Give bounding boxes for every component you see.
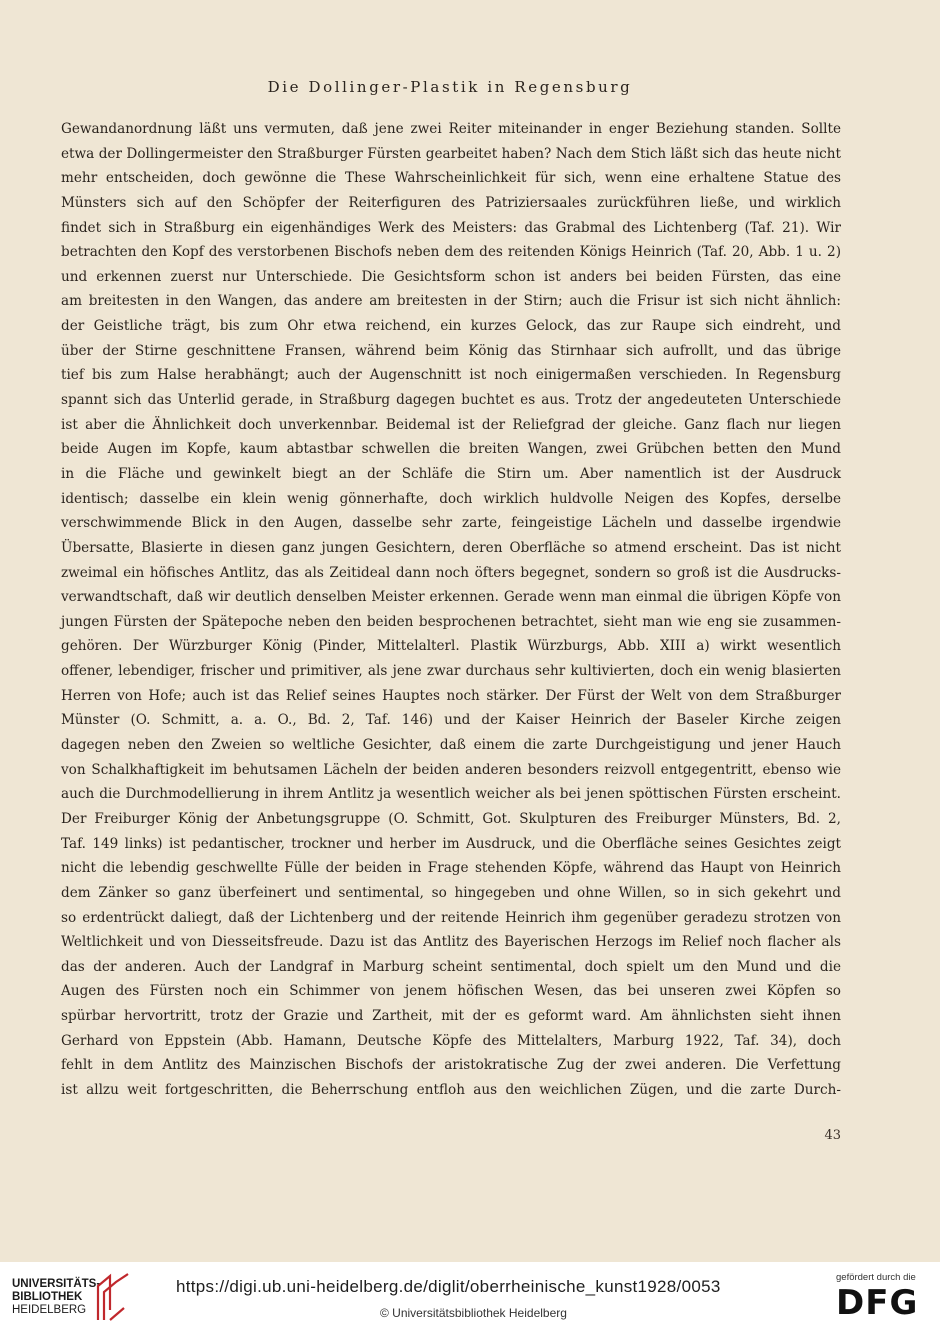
text-line: auch die Durchmodellierung in ihrem Antlitz ja wesentlich weicher als bei jenen spöttischen Fürsten erscheint. bbox=[61, 786, 841, 803]
dfg-caption: gefördert durch die bbox=[836, 1272, 916, 1283]
text-line: spannt sich das Unterlid gerade, in Straßburg dagegen buchtet es aus. Trotz der angedeuteten Unterschiede bbox=[61, 392, 841, 409]
text-line: am breitesten in den Wangen, das andere am breitesten in der Stirn; auch die Frisur ist sich nicht ähnlich: bbox=[61, 293, 841, 310]
text-line: spürbar hervortritt, trotz der Grazie und Zartheit, mit der es geformt ward. Am ähnlichsten sieht ihnen bbox=[61, 1008, 841, 1025]
logo-line-1: UNIVERSITÄTS- bbox=[12, 1278, 101, 1290]
text-line: fehlt in dem Antlitz des Mainzischen Bischofs der aristokratische Zug der zwei anderen. Die Verfettung bbox=[61, 1057, 841, 1074]
text-line: betrachten den Kopf des verstorbenen Bischofs neben dem des reitenden Königs Heinrich (Taf. 20, Abb. 1 u. 2) bbox=[61, 244, 841, 261]
text-line: nicht die lebendig geschwellte Fülle der beiden in Frage stehenden Köpfe, während das Haupt von Heinrich bbox=[61, 860, 841, 877]
text-line: von Schalkhaftigkeit im behutsamen Lächeln der beiden anderen besonders reizvoll entgegentritt, ebenso wie bbox=[61, 761, 841, 778]
text-line: dem Zänker so ganz überfeinert und sentimental, so hingegeben und ohne Willen, so in sich gekehrt und bbox=[61, 884, 841, 901]
logo-line-3: HEIDELBERG bbox=[12, 1304, 87, 1316]
page-number: 43 bbox=[824, 1128, 841, 1143]
text-line: ist aber die Ähnlichkeit doch unverkennbar. Beidemal ist der Reliefgrad der gleiche. Ganz flach nur liegen bbox=[61, 416, 841, 433]
text-line: der Geistliche trägt, bis zum Ohr etwa reichend, ein kurzes Gelock, das zur Raupe sich eindreht, und bbox=[61, 318, 841, 335]
text-line: findet sich in Straßburg ein eigenhändiges Werk des Meisters: das Grabmal des Lichtenberg (Taf. 21). Wir bbox=[61, 219, 841, 236]
logo-line-2: BIBLIOTHEK bbox=[12, 1291, 83, 1303]
text-line: beide Augen im Kopfe, kaum abtastbar schwellen die breiten Wangen, zwei Grübchen betten den Mund bbox=[61, 441, 841, 458]
text-line: jungen Fürsten der Spätepoche neben den beiden besprochenen betrachtet, sieht man wie eng sie zusammen- bbox=[61, 613, 841, 630]
text-line: ist allzu weit fortgeschritten, die Beherrschung entfloh aus den weichlichen Zügen, und die zarte Durch- bbox=[61, 1081, 841, 1098]
text-line: so erdentrückt daliegt, daß der Lichtenberg und der reitende Heinrich ihm gegenüber geradezu strotzen von bbox=[61, 909, 841, 926]
text-line: das der anderen. Auch der Landgraf in Marburg scheint sentimental, doch spielt um den Mund und die bbox=[61, 958, 841, 975]
text-line: etwa der Dollingermeister den Straßburger Fürsten gearbeitet haben? Nach dem Stich läßt sich das heute nicht bbox=[61, 145, 841, 162]
text-line: Übersatte, Blasierte in diesen ganz jungen Gesichtern, deren Oberfläche so atmend erscheint. Das ist nicht bbox=[61, 539, 841, 556]
text-line: Augen des Fürsten noch ein Schimmer von jenem höfischen Wesen, das bei unseren zwei Köpfen so bbox=[61, 983, 841, 1000]
text-line: über der Stirne geschnittene Fransen, während beim König das Stirnhaar sich aufrollt, und das übrige bbox=[61, 342, 841, 359]
text-line: Gewandanordnung läßt uns vermuten, daß jene zwei Reiter miteinander in enger Beziehung standen. Sollte bbox=[61, 121, 841, 137]
text-line: Der Freiburger König der Anbetungsgruppe (O. Schmitt, Got. Skulpturen des Freiburger Münsters, Bd. 2, bbox=[61, 810, 841, 827]
dfg-logo[interactable]: DFG bbox=[836, 1283, 919, 1323]
text-line: in die Fläche und gewinkelt biegt an der Schläfe die Stirn um. Aber namentlich ist der Ausdruck bbox=[61, 465, 841, 482]
text-line: identisch; dasselbe ein klein wenig gönnerhafte, doch wirklich huldvolle Neigen des Kopfes, derselbe bbox=[61, 490, 841, 507]
text-line: zweimal ein höfisches Antlitz, das als Zeitideal dann noch öfters begegnet, sondern so groß ist die Ausdrucks- bbox=[61, 564, 841, 581]
text-line: mehr entscheiden, doch gewönne die These Wahrscheinlichkeit für sich, wenn eine erhaltene Statue des bbox=[61, 170, 841, 187]
text-line: Herren von Hofe; auch ist das Relief seines Hauptes noch stärker. Der Fürst der Welt von dem Straßburger bbox=[61, 687, 841, 704]
text-line: Weltlichkeit und von Diesseitsfreude. Dazu ist das Antlitz des Bayerischen Herzogs im Relief noch flacher als bbox=[61, 934, 841, 951]
text-line: und erkennen zuerst nur Unterschiede. Die Gesichtsform schon ist anders bei beiden Fürsten, das eine bbox=[61, 268, 841, 285]
footer-bar bbox=[0, 1262, 940, 1330]
text-line: dagegen neben den Zweien so weltliche Gesichter, daß einem die zarte Durchgeistigung und jener Hauch bbox=[61, 737, 841, 754]
text-line: tief bis zum Halse herabhängt; auch der Augenschnitt ist noch einigermaßen verschieden. In Regensburg bbox=[61, 367, 841, 384]
ub-heidelberg-logo-text[interactable] bbox=[12, 1278, 100, 1317]
text-line: Münsters sich auf den Schöpfer der Reiterfiguren des Patriziersaales zurückführen ließe, und wirklich bbox=[61, 194, 841, 211]
copyright-notice: © Universitätsbibliothek Heidelberg bbox=[380, 1306, 567, 1320]
text-line: Münster (O. Schmitt, a. a. O., Bd. 2, Taf. 146) und der Kaiser Heinrich der Baseler Kirche zeigen bbox=[61, 712, 841, 729]
text-line: Gerhard von Eppstein (Abb. Hamann, Deutsche Köpfe des Mittelalters, Marburg 1922, Taf. 34), doch bbox=[61, 1032, 841, 1049]
text-line: gehören. Der Würzburger König (Pinder, Mittelalterl. Plastik Würzburgs, Abb. XIII a) wirkt wesentlich bbox=[61, 638, 841, 655]
text-line: verwandtschaft, daß wir deutlich denselben Meister erkennen. Gerade wenn man einmal die übrigen Köpfe von bbox=[61, 589, 841, 606]
text-line: Taf. 149 links) ist pedantischer, trockner und herber im Ausdruck, und die Oberfläche seines Gesichtes zeigt bbox=[61, 835, 841, 852]
permalink-url[interactable]: https://digi.ub.uni-heidelberg.de/diglit/oberrheinische_kunst1928/0053 bbox=[176, 1277, 721, 1296]
text-line: verschwimmende Blick in den Augen, dasselbe sehr zarte, feingeistige Lächeln und dasselbe irgendwie bbox=[61, 515, 841, 532]
ub-heidelberg-logo-icon[interactable] bbox=[94, 1272, 132, 1322]
body-text bbox=[61, 117, 841, 1103]
running-title: Die Dollinger-Plastik in Regensburg bbox=[267, 78, 633, 96]
text-line: offener, lebendiger, frischer und primitiver, als jene zwar durchaus sehr kultivierten, doch ein wenig blasierten bbox=[61, 663, 841, 680]
